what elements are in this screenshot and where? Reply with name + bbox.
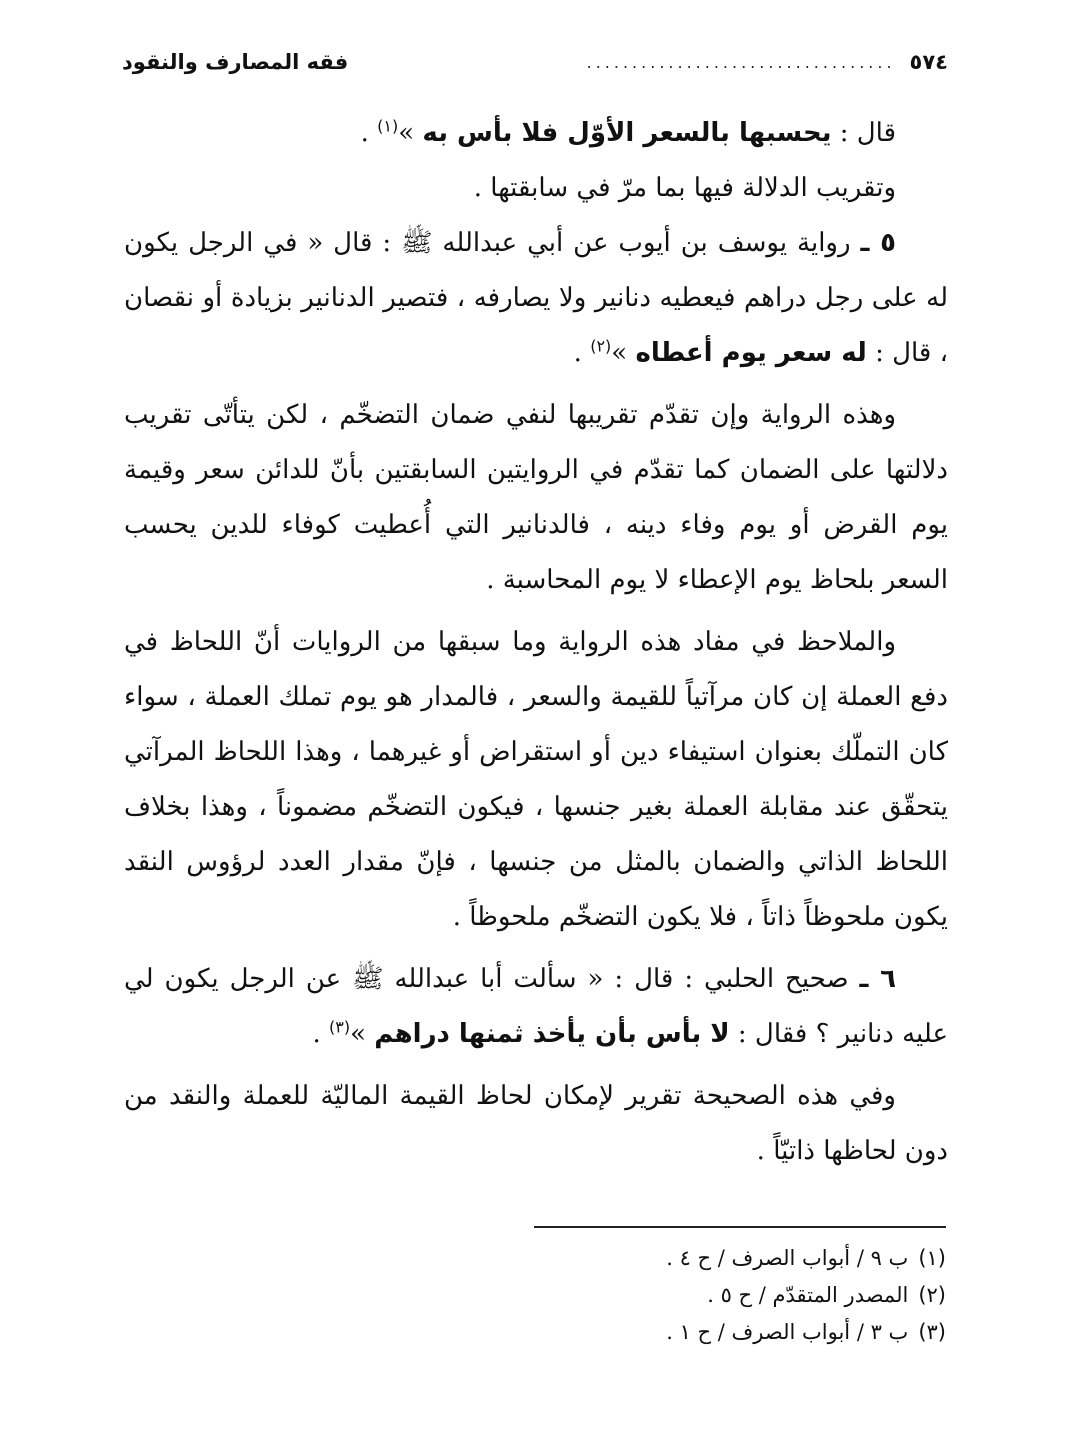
footnote-divider: [534, 1226, 946, 1228]
paragraph-2: [124, 161, 948, 216]
p3-text: رواية يوسف بن أيوب عن أبي عبدالله ﷺ : قال « في الرجل يكون له على رجل دراهم فيعطيه دنانير ولا يصارفه ، فتصير الدنانير بزيادة أو نقصان ، قال :: [124, 228, 948, 368]
footnote-text: ب ٣ / أبواب الصرف / ح ١ .: [666, 1320, 909, 1344]
p6-text: صحيح الحلبي : قال : « سألت أبا عبدالله ﷺ عن الرجل يكون لي عليه دنانير ؟ فقال :: [124, 964, 948, 1049]
p7-text: وفي هذه الصحيحة تقرير لإمكان لحاظ القيمة الماليّة للعملة والنقد من دون لحاظها ذاتيّاً .: [124, 1081, 948, 1166]
footnote-text: المصدر المتقدّم / ح ٥ .: [707, 1283, 909, 1307]
p1-post: »: [398, 118, 423, 148]
footnote-number: (٣): [918, 1320, 946, 1344]
paragraph-3: [124, 216, 948, 381]
footnote-number: (٢): [918, 1283, 946, 1307]
footnote-3: [446, 1314, 946, 1351]
footnotes: [446, 1240, 946, 1351]
p1-quote-bold: يحسبها بالسعر الأوّل فلا بأس به: [422, 118, 832, 148]
p3-number: ٥ ـ: [860, 228, 896, 258]
p4-text: وهذه الرواية وإن تقدّم تقريبها لنفي ضمان التضخّم ، لكن يتأتّى تقريب دلالتها على الضمان كما تقدّم في الروايتين السابقتين بأنّ للدائن سعر وقيمة يوم القرض أو يوم وفاء دينه ، فالدنانير التي أُعطيت كوفاء للدين يحسب السعر بلحاظ يوم الإعطاء لا يوم المحاسبة .: [124, 400, 948, 595]
footnote-1: [446, 1240, 946, 1277]
footnote-ref-2: (٢): [590, 336, 612, 356]
p6-post: »: [350, 1019, 375, 1049]
paragraph-5: [124, 615, 948, 945]
paragraph-6: [124, 952, 948, 1062]
p3-end: .: [573, 338, 591, 368]
main-text: [124, 106, 948, 1179]
footnote-ref-1: (١): [377, 116, 399, 136]
book-title: فقه المصارف والنقود: [122, 50, 349, 74]
paragraph-1: [124, 106, 948, 161]
p6-end: .: [312, 1019, 329, 1049]
running-header: [122, 42, 948, 82]
footnote-text: ب ٩ / أبواب الصرف / ح ٤ .: [666, 1246, 909, 1270]
footnote-number: (١): [918, 1246, 946, 1270]
p6-number: ٦ ـ: [859, 964, 896, 994]
paragraph-7: [124, 1069, 948, 1179]
p1-end: .: [360, 118, 378, 148]
footnote-2: [446, 1277, 946, 1314]
p3-post: »: [611, 338, 636, 368]
p2-text: وتقريب الدلالة فيها بما مرّ في سابقتها .: [473, 173, 896, 203]
page-number: ٥٧٤: [909, 50, 948, 74]
header-leader-dots: ..................................: [586, 52, 896, 72]
p5-text: والملاحظ في مفاد هذه الرواية وما سبقها من الروايات أنّ اللحاظ في دفع العملة إن كان مرآتياً للقيمة والسعر ، فالمدار هو يوم تملك العملة ، سواء كان التملّك بعنوان استيفاء دين أو استقراض أو غيرهما ، وهذا اللحاظ المرآتي يتحقّق عند مقابلة العملة بغير جنسها ، فيكون التضخّم مضموناً ، وهذا بخلاف اللحاظ الذاتي والضمان بالمثل من جنسها ، فإنّ مقدار العدد لرؤوس النقد يكون ملحوظاً ذاتاً ، فلا يكون التضخّم ملحوظاً .: [124, 627, 948, 932]
p1-pre: قال :: [831, 118, 896, 148]
p3-quote-bold: له سعر يوم أعطاه: [635, 338, 867, 368]
paragraph-4: [124, 388, 948, 608]
p6-quote-bold: لا بأس بأن يأخذ ثمنها دراهم: [374, 1019, 730, 1049]
footnote-ref-3: (٣): [328, 1017, 351, 1037]
